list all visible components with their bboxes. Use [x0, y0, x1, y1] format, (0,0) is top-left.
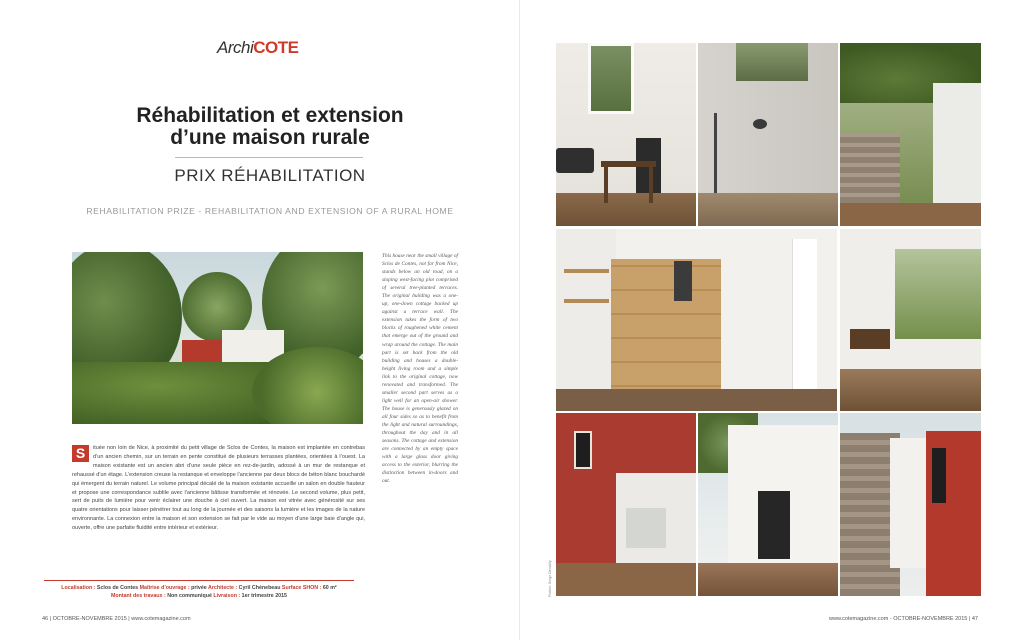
- french-body-text: [72, 444, 365, 533]
- photo-extension-entrance: [698, 413, 838, 596]
- photo-person-climbing: [674, 261, 692, 301]
- credit-value-surface: 60 m²: [322, 585, 337, 591]
- french-body-paragraph: ituée non loin de Nice, à proximité du petit village de Sclos de Contes, la maison est implantée en contrebas d’un ancien chemin, sur un terrain en pente constitué de plusieurs terrasses plantées, orientées à l’ouest. La maison existante est un ancien abri d’une seule pièce en rez-de-jardin, adossé à un mur de restanque et rehaussé d’un étage. L’extension creuse la restanque et enveloppe l’ancienne par deux blocs de béton blanc bouchardé qui émergent du terrain naturel. Le volume principal décalé de la maison existante accueille un salon en double hauteur et propose une correspondance subtile avec l’ancienne bâtisse transformée et rénovée. Le second volume, plus petit, sert de puits de lumière pour venir éclairer une douche à ciel ouvert. La maison est vitrée avec générosité sur ses quatre orientations pour laisser pénétrer tout au long de la journée et des saisons la lumière et les images de la nature environnante. La connexion entre la maison et son extension se fait par le vide au moyen d’une large baie d’angle qui, ouverte, offre une parfaite fluidité entre intérieur et extérieur.: [72, 445, 365, 532]
- photo-shower-pipe: [714, 113, 717, 193]
- credits-line-2: [44, 592, 354, 600]
- credit-key-architect: Architecte :: [208, 585, 239, 591]
- photo-sofa: [556, 148, 594, 173]
- credit-key-cost: Montant des travaux :: [110, 593, 168, 599]
- photo-deck: [840, 203, 981, 226]
- folio-left: 46 | OCTOBRE-NOVEMBRE 2015 | www.cotemagazine.com: [42, 616, 191, 622]
- photo-facade-window: [574, 431, 592, 469]
- credit-value-delivery: 1er trimestre 2015: [241, 593, 288, 599]
- photo-red-facade: [556, 413, 696, 596]
- photo-table-leg-left: [604, 167, 608, 203]
- credit-value-cost: Non communiqué: [167, 593, 214, 599]
- photo-dining-room: [556, 43, 696, 226]
- photo-glass-corner: [626, 508, 666, 548]
- title-line-1: Réhabilitation et extension: [136, 104, 404, 127]
- credit-value-location: Sclos de Contes: [96, 585, 140, 591]
- photo-living-room: [840, 229, 981, 411]
- logo-part-archi: Archi: [217, 38, 254, 57]
- english-subtitle: REHABILITATION PRIZE - REHABILITATION AND EXTENSION OF A RURAL HOME: [86, 206, 454, 216]
- main-house-photo: [72, 252, 363, 424]
- folio-right: www.cotemagazine.com - OCTOBRE-NOVEMBRE 2015 | 47: [829, 616, 978, 622]
- photo-credit-text: Photos: Serge Demailly: [548, 560, 552, 597]
- photo-outdoor-shower: [698, 43, 838, 226]
- photo-staircase: [556, 229, 837, 411]
- photo-doorway: [758, 491, 790, 559]
- photo-red-wall-window: [932, 448, 946, 503]
- photo-window-view: [588, 43, 634, 114]
- title-line-2: d’une maison rurale: [170, 126, 370, 149]
- photo-wooden-steps: [611, 259, 721, 409]
- credits-divider: [44, 580, 354, 581]
- project-credits: [44, 584, 354, 600]
- credit-value-architect: Cyril Chénebeau: [238, 585, 282, 591]
- photo-living-floor: [840, 369, 981, 411]
- photo-white-wall-edge: [890, 438, 930, 568]
- photo-shelf-bottom: [564, 299, 609, 303]
- magazine-logo: [217, 38, 298, 58]
- credit-key-surface: Surface SHON :: [281, 585, 323, 591]
- photo-glazed-view: [895, 249, 981, 339]
- credit-key-location: Localisation :: [61, 585, 97, 591]
- photo-terrace: [556, 563, 696, 596]
- english-body-text: This house near the small village of Sclos de Contes, not far from Nice, stands below an old road, on a sloping west-facing plot comprised of several tree-planted terraces. The original building was a one-up, one-down cottage backed up against a terrace wall. The extension takes the form of two blocks of roughened white cement that emerge out of the ground and wrap around the cottage. The main part is set back from the old building and houses a double-height living room and a simple link to the original cottage, now renovated and transformed. The smaller second part serves as a light well for an open-air shower. The house is generously glazed on all four sides so as to benefit from the light and natural surroundings, throughout the day and in all seasons. The cottage and extension are connected by an empty space with a large glass door giving access to the exterior, blurring the distinction between in-doors and out.: [382, 253, 458, 485]
- photo-stone-wall: [840, 133, 900, 203]
- credit-value-client: privée: [191, 585, 209, 591]
- credit-key-delivery: Livraison :: [213, 593, 242, 599]
- photo-credit: [548, 557, 554, 597]
- photo-wall-left: [556, 229, 616, 411]
- credits-line-1: [44, 584, 354, 592]
- photo-sky-opening: [736, 43, 808, 81]
- photo-shower-floor: [698, 193, 838, 226]
- photo-stone-wall-stairs: [840, 43, 981, 226]
- title-divider: [175, 157, 363, 158]
- photo-wood-floor: [556, 193, 696, 226]
- photo-shelf-top: [564, 269, 609, 273]
- dropcap: S: [72, 445, 89, 462]
- prize-heading: PRIX RÉHABILITATION: [174, 166, 366, 185]
- photo-stone-and-red-wall: [840, 413, 981, 596]
- photo-table: [601, 161, 656, 167]
- photo-floor: [556, 389, 837, 411]
- credit-key-client: Maîtrise d’ouvrage :: [139, 585, 192, 591]
- photo-shower-head: [753, 119, 767, 129]
- logo-part-cote: COTE: [253, 38, 299, 57]
- article-title: [70, 105, 470, 149]
- photo-table-leg-right: [649, 167, 653, 203]
- photo-column: [792, 239, 817, 399]
- photo-living-table: [850, 329, 890, 349]
- photo-wood-deck: [698, 563, 838, 596]
